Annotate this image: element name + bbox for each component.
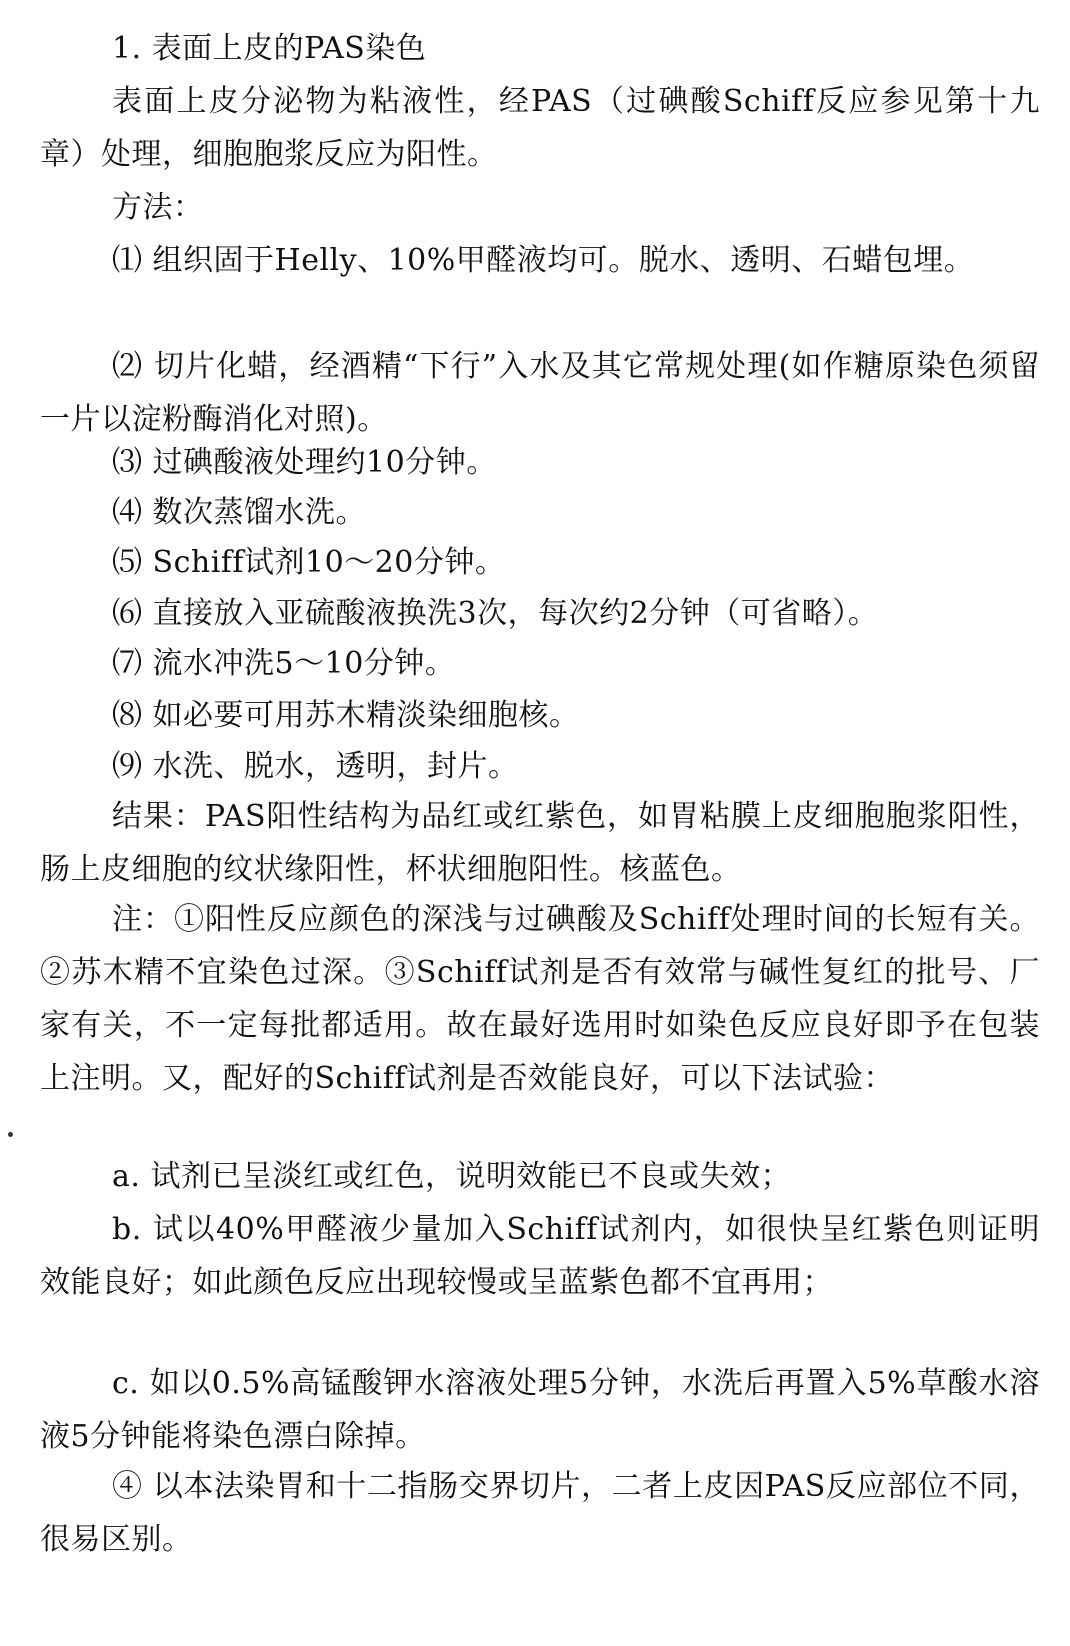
test-a: a. 试剂已呈淡红或红色，说明效能已不良或失效；	[112, 1159, 791, 1194]
step-6: ⑹ 直接放入亚硫酸液换洗3次，每次约2分钟（可省略）。	[112, 596, 879, 631]
result-paragraph: 结果：PAS阳性结构为品红或红紫色，如胃粘膜上皮细胞胞浆阳性，肠上皮细胞的纹状缘阳性，杯状细胞阳性。核蓝色。	[40, 799, 1040, 887]
step-9: ⑼ 水洗、脱水，透明，封片。	[112, 749, 519, 784]
intro-paragraph: 表面上皮分泌物为粘液性，经PAS（过碘酸Schiff反应参见第十九章）处理，细胞胞浆反应为阳性。	[40, 84, 1040, 172]
method-label: 方法：	[112, 190, 204, 225]
step-2: ⑵ 切片化蜡，经酒精“下行”入水及其它常规处理(如作糖原染色须留一片以淀粉酶消化对照)。	[40, 349, 1040, 437]
step-7: ⑺ 流水冲洗5～10分钟。	[112, 646, 456, 681]
note-paragraph: 注：①阳性反应颜色的深浅与过碘酸及Schiff处理时间的长短有关。②苏木精不宜染色过深。③Schiff试剂是否有效常与碱性复红的批号、厂家有关，不一定每批都适用。故在最好选用时如染色反应良好即予在包装上注明。又，配好的Schiff试剂是否效能良好，可以下法试验：	[40, 902, 1040, 1096]
scan-speck	[8, 1132, 13, 1137]
step-4: ⑷ 数次蒸馏水洗。	[112, 495, 367, 530]
step-5: ⑸ Schiff试剂10～20分钟。	[112, 545, 506, 580]
step-1: ⑴ 组织固于Helly、10%甲醛液均可。脱水、透明、石蜡包埋。	[112, 243, 975, 278]
step-3: ⑶ 过碘酸液处理约10分钟。	[112, 445, 497, 480]
section-heading: 1. 表面上皮的PAS染色	[112, 31, 427, 66]
test-c: c. 如以0.5%高锰酸钾水溶液处理5分钟，水洗后再置入5%草酸水溶液5分钟能将染色漂白除掉。	[40, 1366, 1040, 1454]
note-4-paragraph: ④ 以本法染胃和十二指肠交界切片，二者上皮因PAS反应部位不同，很易区别。	[40, 1469, 1040, 1557]
step-8: ⑻ 如必要可用苏木精淡染细胞核。	[112, 698, 580, 733]
test-b: b. 试以40%甲醛液少量加入Schiff试剂内，如很快呈红紫色则证明效能良好；如此颜色反应出现较慢或呈蓝紫色都不宜再用；	[40, 1212, 1040, 1300]
